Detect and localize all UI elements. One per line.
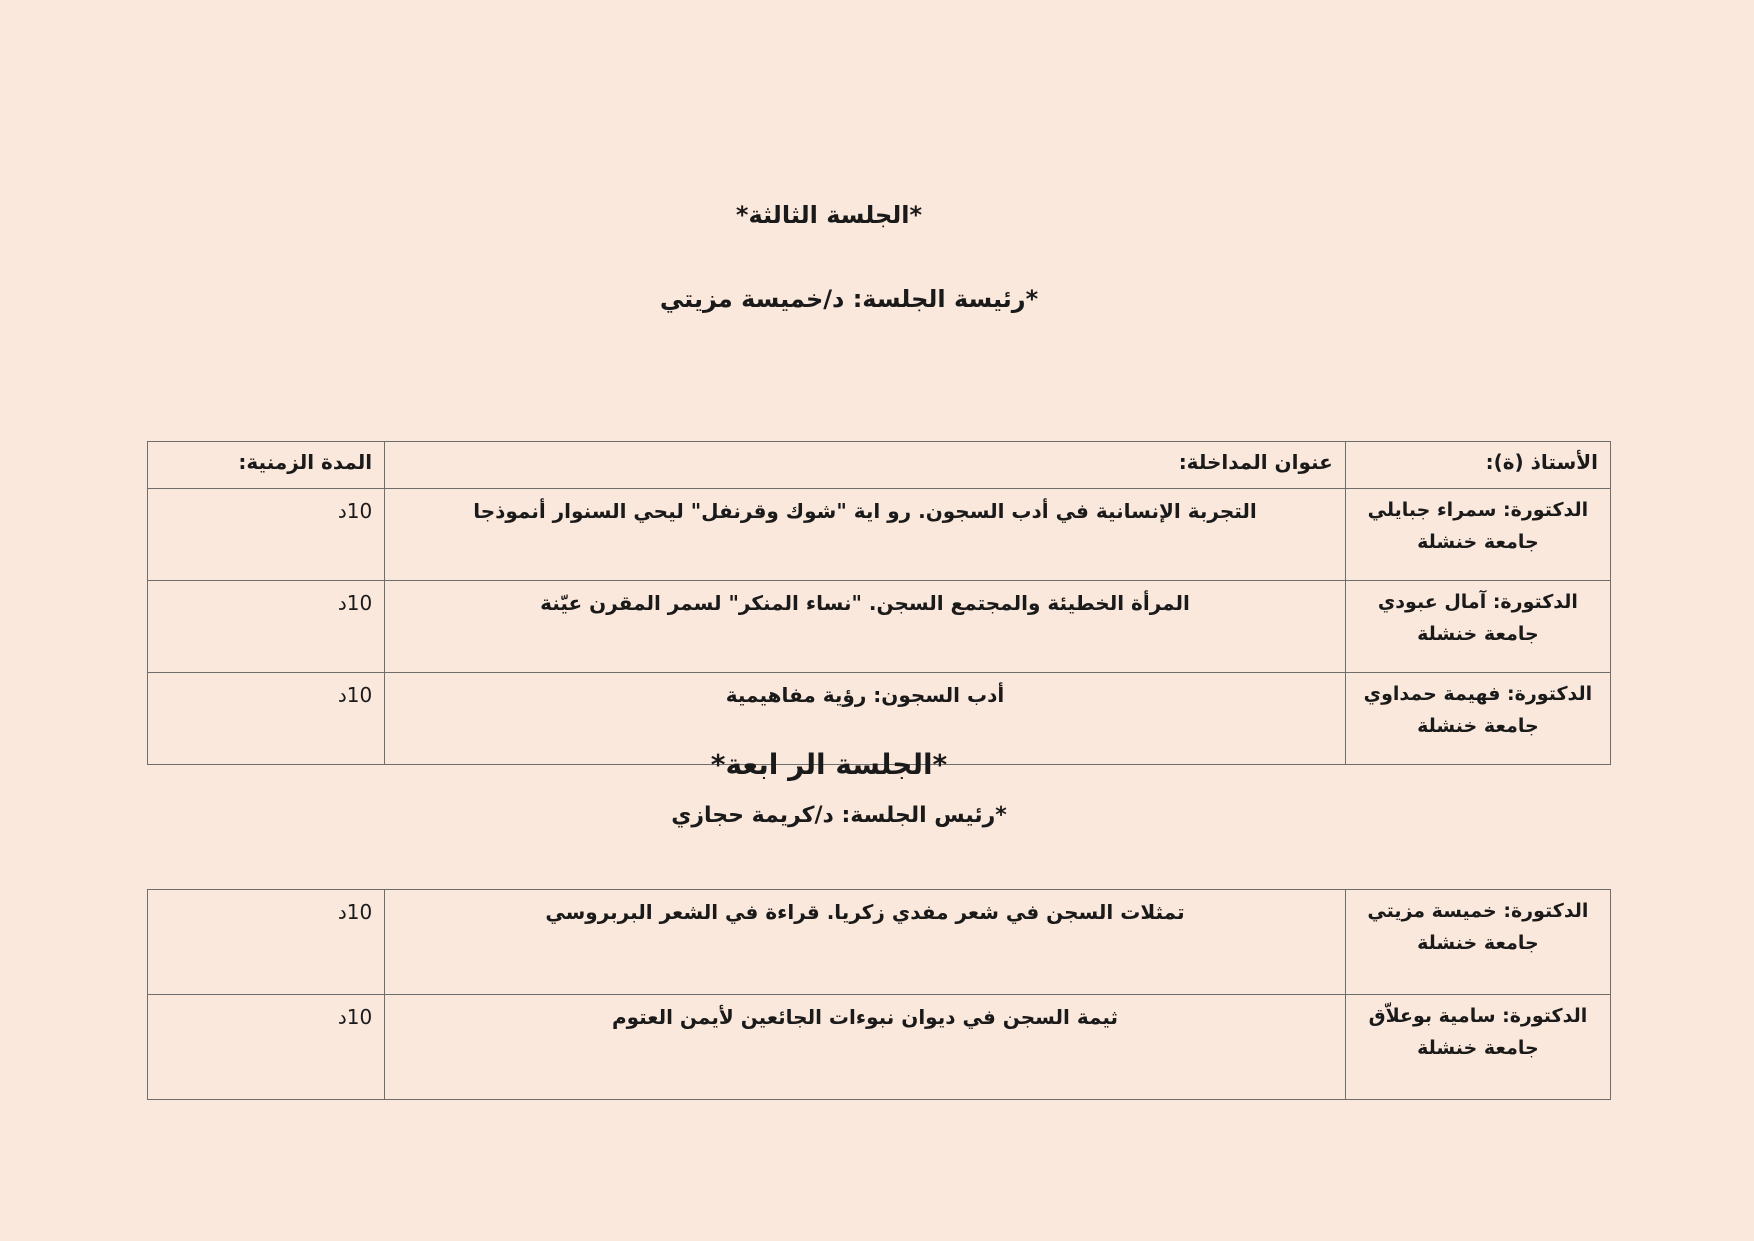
session4-table (147, 889, 1611, 1100)
table-row (148, 995, 1611, 1100)
professor-university: جامعة خنشلة (1417, 932, 1539, 954)
header-title: عنوان المداخلة: (385, 442, 1346, 489)
talk-title: تمثلات السجن في شعر مفدي زكريا. قراءة في الشعر البربروسي (385, 890, 1346, 995)
header-professor: الأستاذ (ة): (1345, 442, 1610, 489)
professor-name: الدكتورة: آمال عبودي (1377, 591, 1578, 613)
professor-university: جامعة خنشلة (1417, 623, 1539, 645)
professor-name: الدكتورة: خميسة مزيتي (1367, 900, 1589, 922)
table-row (148, 489, 1611, 581)
talk-duration: 10د (148, 581, 385, 673)
talk-title: أدب السجون: رؤية مفاهيمية (385, 673, 1346, 765)
table-row (148, 581, 1611, 673)
talk-title: التجربة الإنسانية في أدب السجون. رو اية "شوك وقرنفل" ليحي السنوار أنموذجا (385, 489, 1346, 581)
session4-chair: *رئيس الجلسة: د/كريمة حجازي (671, 803, 1007, 828)
professor-cell (1345, 995, 1610, 1100)
talk-duration: 10د (148, 489, 385, 581)
table-header-row (148, 442, 1611, 489)
session4-heading: *الجلسة الر ابعة* (710, 748, 948, 781)
professor-university: جامعة خنشلة (1417, 715, 1539, 737)
talk-duration: 10د (148, 890, 385, 995)
professor-name: الدكتورة: فهيمة حمداوي (1363, 683, 1593, 705)
professor-cell (1345, 489, 1610, 581)
session3-heading: *الجلسة الثالثة* (735, 201, 923, 229)
talk-duration: 10د (148, 995, 385, 1100)
talk-title: ثيمة السجن في ديوان نبوءات الجائعين لأيمن العتوم (385, 995, 1346, 1100)
professor-university: جامعة خنشلة (1417, 1037, 1539, 1059)
header-duration: المدة الزمنية: (148, 442, 385, 489)
professor-university: جامعة خنشلة (1417, 531, 1539, 553)
talk-duration: 10د (148, 673, 385, 765)
talk-title: المرأة الخطيئة والمجتمع السجن. "نساء المنكر" لسمر المقرن عيّنة (385, 581, 1346, 673)
professor-cell (1345, 581, 1610, 673)
professor-cell (1345, 890, 1610, 995)
professor-name: الدكتورة: سمراء جبايلي (1367, 499, 1589, 521)
session3-chair: *رئيسة الجلسة: د/خميسة مزيتي (659, 285, 1039, 313)
table-row (148, 890, 1611, 995)
professor-name: الدكتورة: سامية بوعلاّق (1368, 1005, 1588, 1027)
session3-table (147, 441, 1611, 765)
